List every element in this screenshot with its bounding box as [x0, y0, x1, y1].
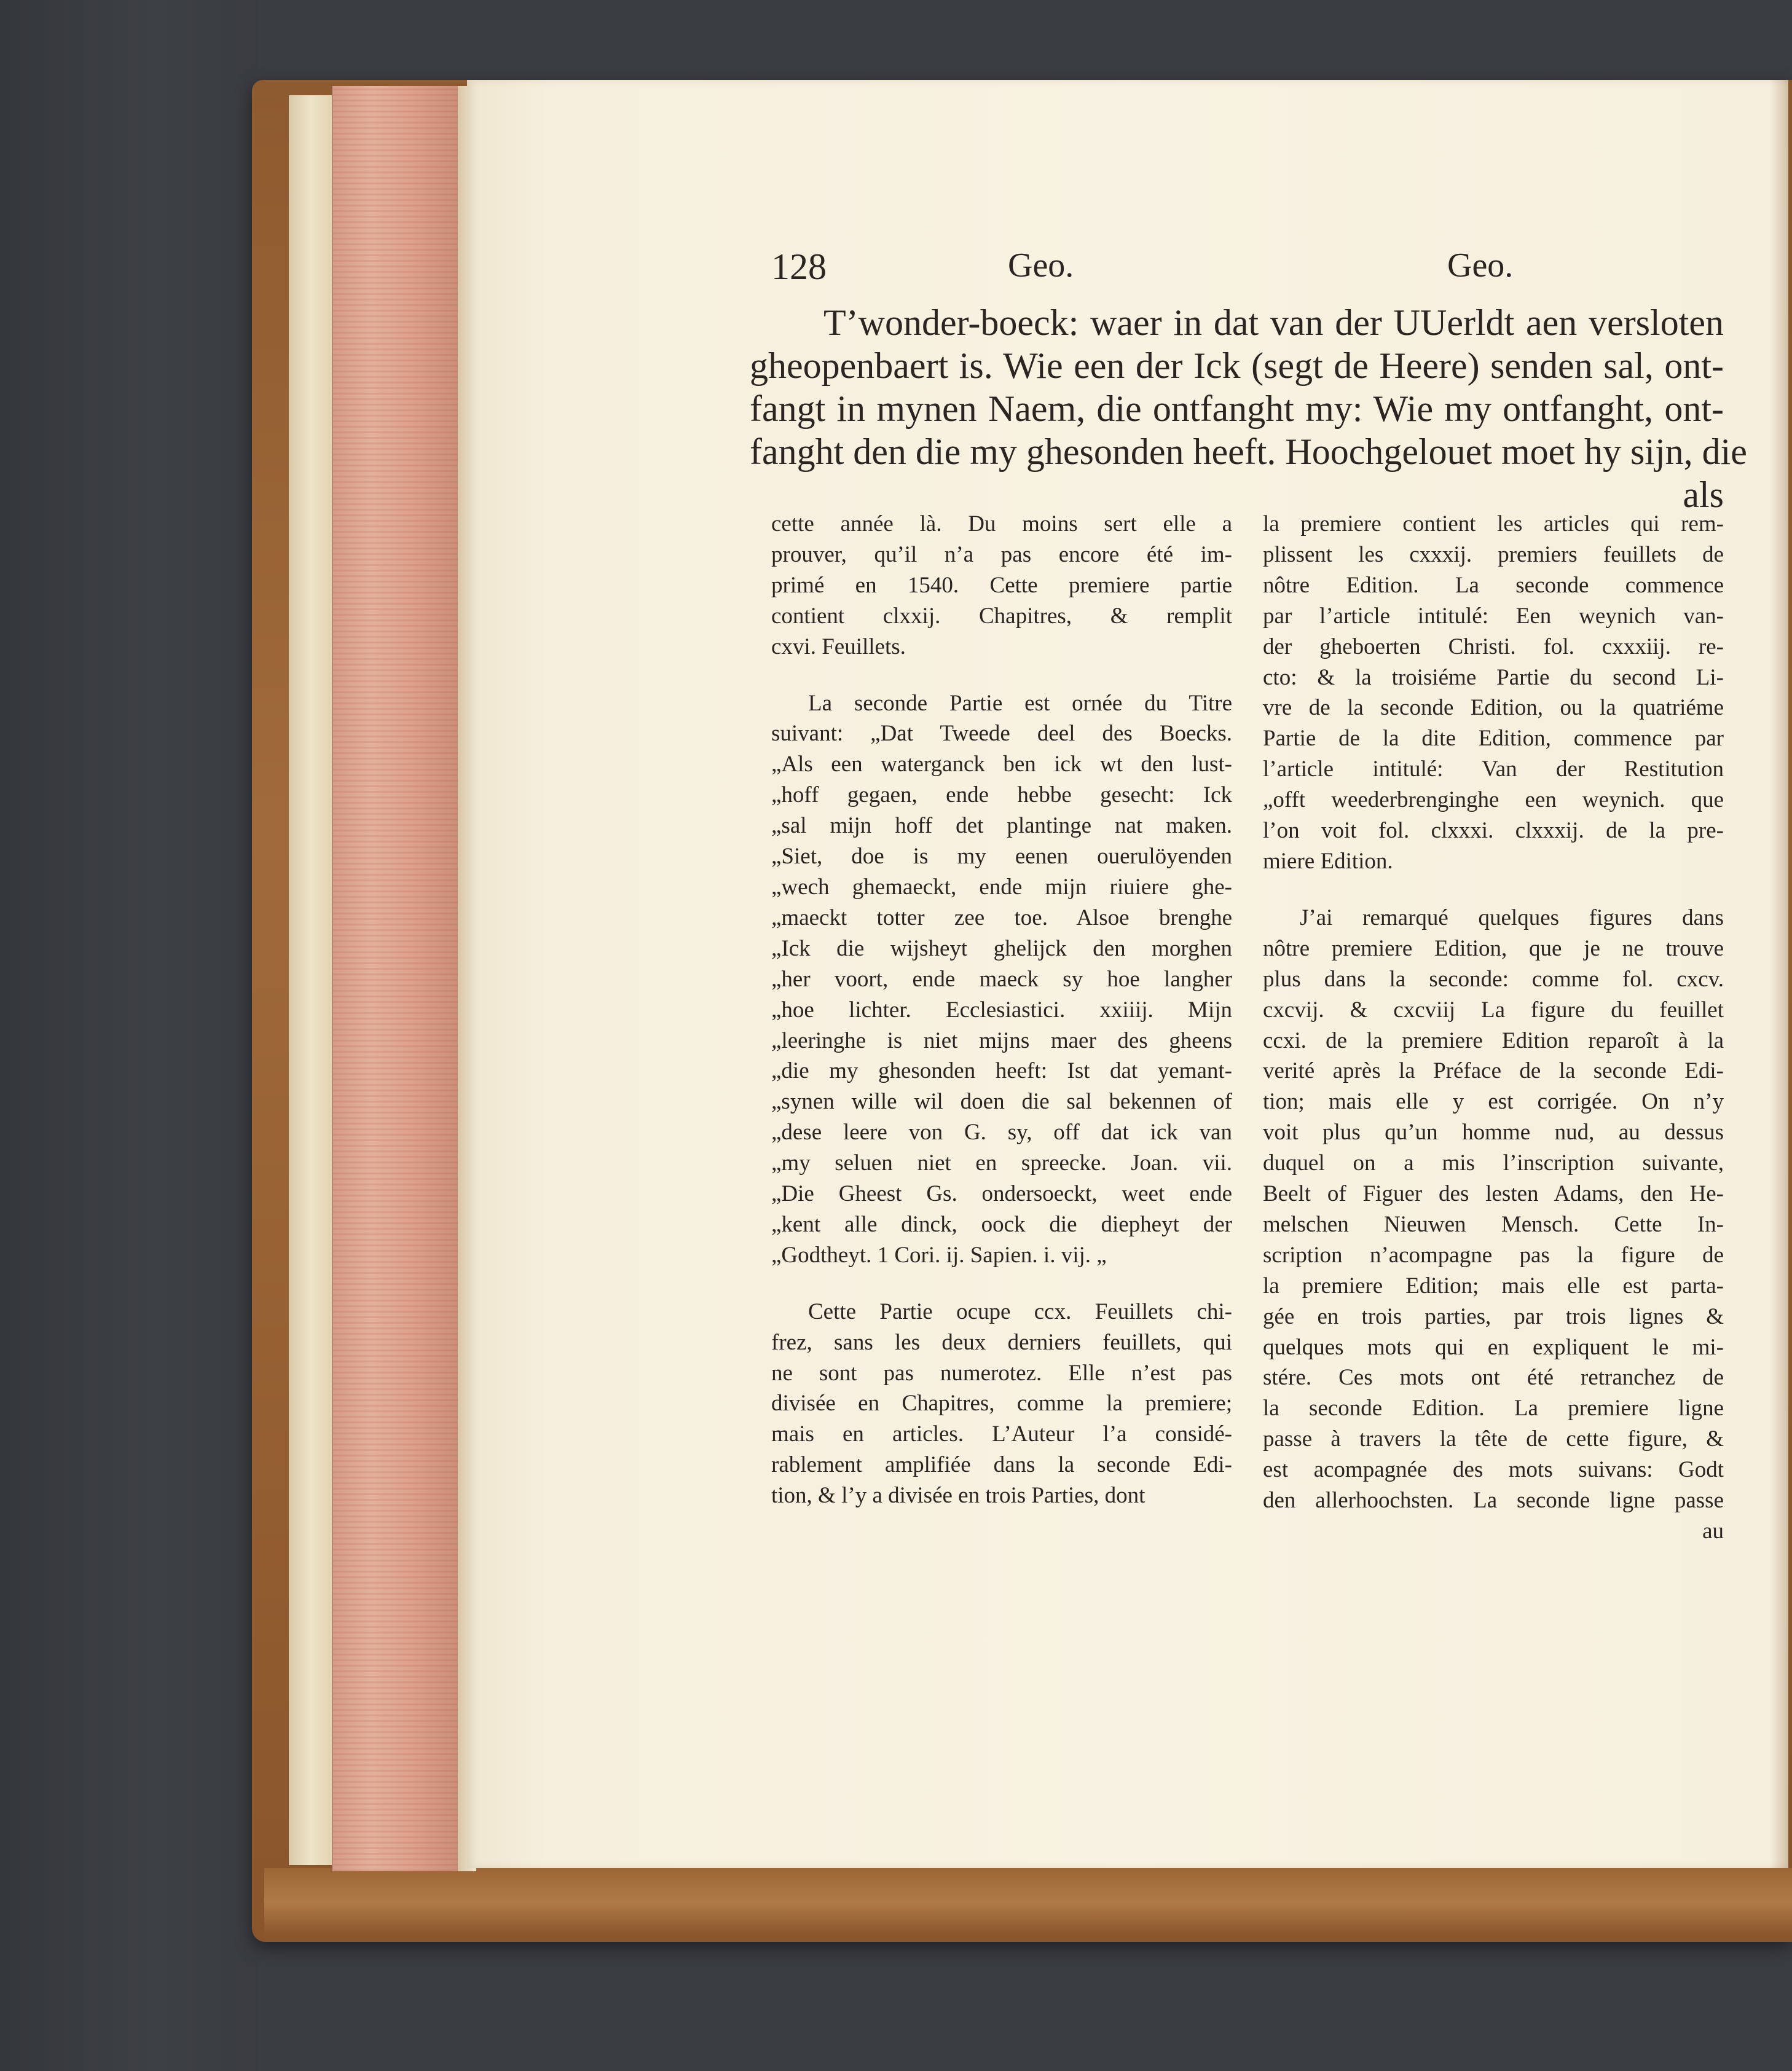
left-column: [771, 509, 1232, 1511]
dutch-line: gheopenbaert is. Wie een der Ick (segt de Heere) senden sal, ont-: [750, 345, 1724, 386]
text-line: „kent alle dinck, oock die diepheyt der: [771, 1211, 1232, 1237]
paragraph-gap: [1263, 877, 1724, 903]
left-para-2: [771, 688, 1232, 1271]
text-line: l’on voit fol. clxxxi. clxxxij. de la pre-: [1263, 818, 1724, 844]
dutch-line: fanght den die my ghesonden heeft. Hoochgelouet moet hy sijn, die: [750, 431, 1747, 472]
dutch-line: als: [1683, 474, 1724, 515]
text-line: cto: & la troisiéme Partie du second Li-: [1263, 664, 1724, 690]
page-edge-left: [289, 95, 332, 1865]
text-line: Beelt of Figuer des lesten Adams, den He-: [1263, 1181, 1724, 1207]
page-number: 128: [771, 246, 827, 287]
text-line: „Siet, doe is my eenen ouerulöyenden: [771, 844, 1232, 870]
dutch-quote-block: [750, 301, 1747, 516]
text-line: ne sont pas numerotez. Elle n’est pas: [771, 1360, 1232, 1386]
text-line: melschen Nieuwen Mensch. Cette In-: [1263, 1211, 1724, 1237]
right-para-1: [1263, 509, 1724, 877]
text-line: tion, & l’y a divisée en trois Parties, dont: [771, 1483, 1146, 1509]
text-line: prouver, qu’il n’a pas encore été im-: [771, 541, 1232, 567]
text-line: verité après la Préface de la seconde Edi-: [1263, 1058, 1724, 1084]
text-line: „hoff gegaen, ende hebbe gesecht: Ick: [771, 782, 1232, 808]
text-line: „Ick die wijsheyt ghelijck den morghen: [771, 935, 1232, 961]
text-line: „sal mijn hoff det plantinge nat maken.: [771, 813, 1232, 839]
right-para-2: [1263, 903, 1724, 1547]
text-line: ccxi. de la premiere Edition reparoît à la: [1263, 1028, 1724, 1053]
paragraph-gap: [771, 1271, 1232, 1297]
text-line: cxcvij. & cxcviij La figure du feuillet: [1263, 997, 1724, 1023]
text-line: „dese leere von G. sy, off dat ick van: [771, 1120, 1232, 1146]
text-line: est acompagnée des mots suivans: Godt: [1263, 1457, 1724, 1483]
text-line: nôtre premiere Edition, que je ne trouve: [1263, 935, 1724, 961]
text-line: quelques mots qui en expliquent le mi-: [1263, 1334, 1724, 1360]
text-line: la seconde Edition. La premiere ligne: [1263, 1396, 1724, 1421]
page-right-shadow: [1770, 80, 1792, 1868]
page-stack-red-edge: [332, 86, 459, 1871]
text-line: Partie de la dite Edition, commence par: [1263, 726, 1724, 752]
text-line: par l’article intitulé: Een weynich van-: [1263, 603, 1724, 629]
running-head-right: Geo.: [1447, 246, 1514, 285]
running-head-left: Geo.: [1008, 246, 1074, 285]
text-line: gée en trois parties, par trois lignes &: [1263, 1303, 1724, 1329]
left-para-3: [771, 1297, 1232, 1511]
left-para-1: [771, 509, 1232, 662]
text-line: suivant: „Dat Tweede deel des Boecks.: [771, 721, 1232, 747]
text-line: der gheboerten Christi. fol. cxxxiij. re-: [1263, 634, 1724, 659]
dutch-line: fangt in mynen Naem, die ontfanght my: Wie my ontfanght, ont-: [750, 388, 1724, 429]
dutch-line: T’wonder-boeck: waer in dat van der UUerldt aen versloten: [823, 302, 1724, 343]
text-line: „Godtheyt. 1 Cori. ij. Sapien. i. vij. „: [771, 1242, 1107, 1268]
text-line: „die my ghesonden heeft: Ist dat yemant-: [771, 1058, 1232, 1084]
leather-cover-bottom-edge: [264, 1868, 1792, 1936]
text-line: tion; mais elle y est corrigée. On n’y: [1263, 1089, 1724, 1115]
text-line: „leeringhe is niet mijns maer des gheens: [771, 1028, 1232, 1053]
right-column: [1263, 509, 1724, 1547]
text-line: den allerhoochsten. La seconde ligne passe: [1263, 1488, 1724, 1514]
text-line: „offt weederbrenginghe een weynich. que: [1263, 787, 1724, 813]
text-line: la premiere Edition; mais elle est parta-: [1263, 1273, 1724, 1299]
text-line: contient clxxij. Chapitres, & remplit: [771, 603, 1232, 629]
text-line: rablement amplifiée dans la seconde Edi-: [771, 1452, 1232, 1478]
text-line: frez, sans les deux derniers feuillets, qui: [771, 1329, 1232, 1355]
text-line: l’article intitulé: Van der Restitution: [1263, 756, 1724, 782]
paragraph-gap: [771, 662, 1232, 688]
text-line: „wech ghemaeckt, ende mijn riuiere ghe-: [771, 874, 1232, 900]
text-line: „Die Gheest Gs. ondersoeckt, weet ende: [771, 1181, 1232, 1207]
background-surface: [0, 0, 258, 2071]
text-line: plissent les cxxxij. premiers feuillets de: [1263, 541, 1724, 567]
text-line: divisée en Chapitres, comme la premiere;: [771, 1391, 1232, 1417]
text-line: J’ai remarqué quelques figures dans: [1300, 905, 1724, 930]
text-line: au: [1702, 1519, 1724, 1544]
text-line: duquel on a mis l’inscription suivante,: [1263, 1150, 1724, 1176]
text-line: mais en articles. L’Auteur l’a considé-: [771, 1421, 1232, 1447]
text-line: „Als een waterganck ben ick wt den lust-: [771, 752, 1232, 777]
text-line: la premiere contient les articles qui rem-: [1263, 511, 1724, 536]
text-line: scription n’acompagne pas la figure de: [1263, 1242, 1724, 1268]
text-line: voit plus qu’un homme nud, au dessus: [1263, 1120, 1724, 1146]
text-line: cette année là. Du moins sert elle a: [771, 511, 1232, 536]
text-line: cxvi. Feuillets.: [771, 634, 906, 659]
text-line: „my seluen niet en spreecke. Joan. vii.: [771, 1150, 1232, 1176]
text-line: passe à travers la tête de cette figure, &: [1263, 1426, 1724, 1452]
text-line: primé en 1540. Cette premiere partie: [771, 572, 1232, 598]
text-line: „hoe lichter. Ecclesiastici. xxiiij. Mijn: [771, 997, 1232, 1023]
text-line: La seconde Partie est ornée du Titre: [808, 690, 1232, 716]
text-line: vre de la seconde Edition, ou la quatriéme: [1263, 695, 1724, 721]
text-line: miere Edition.: [1263, 848, 1393, 874]
text-line: stére. Ces mots ont été retranchez de: [1263, 1365, 1724, 1391]
text-line: „maeckt totter zee toe. Alsoe brenghe: [771, 905, 1232, 930]
text-line: „her voort, ende maeck sy hoe langher: [771, 966, 1232, 992]
text-line: plus dans la seconde: comme fol. cxcv.: [1263, 966, 1724, 992]
text-line: nôtre Edition. La seconde commence: [1263, 572, 1724, 598]
text-line: Cette Partie ocupe ccx. Feuillets chi-: [808, 1299, 1232, 1324]
text-line: „synen wille wil doen die sal bekennen of: [771, 1089, 1232, 1115]
